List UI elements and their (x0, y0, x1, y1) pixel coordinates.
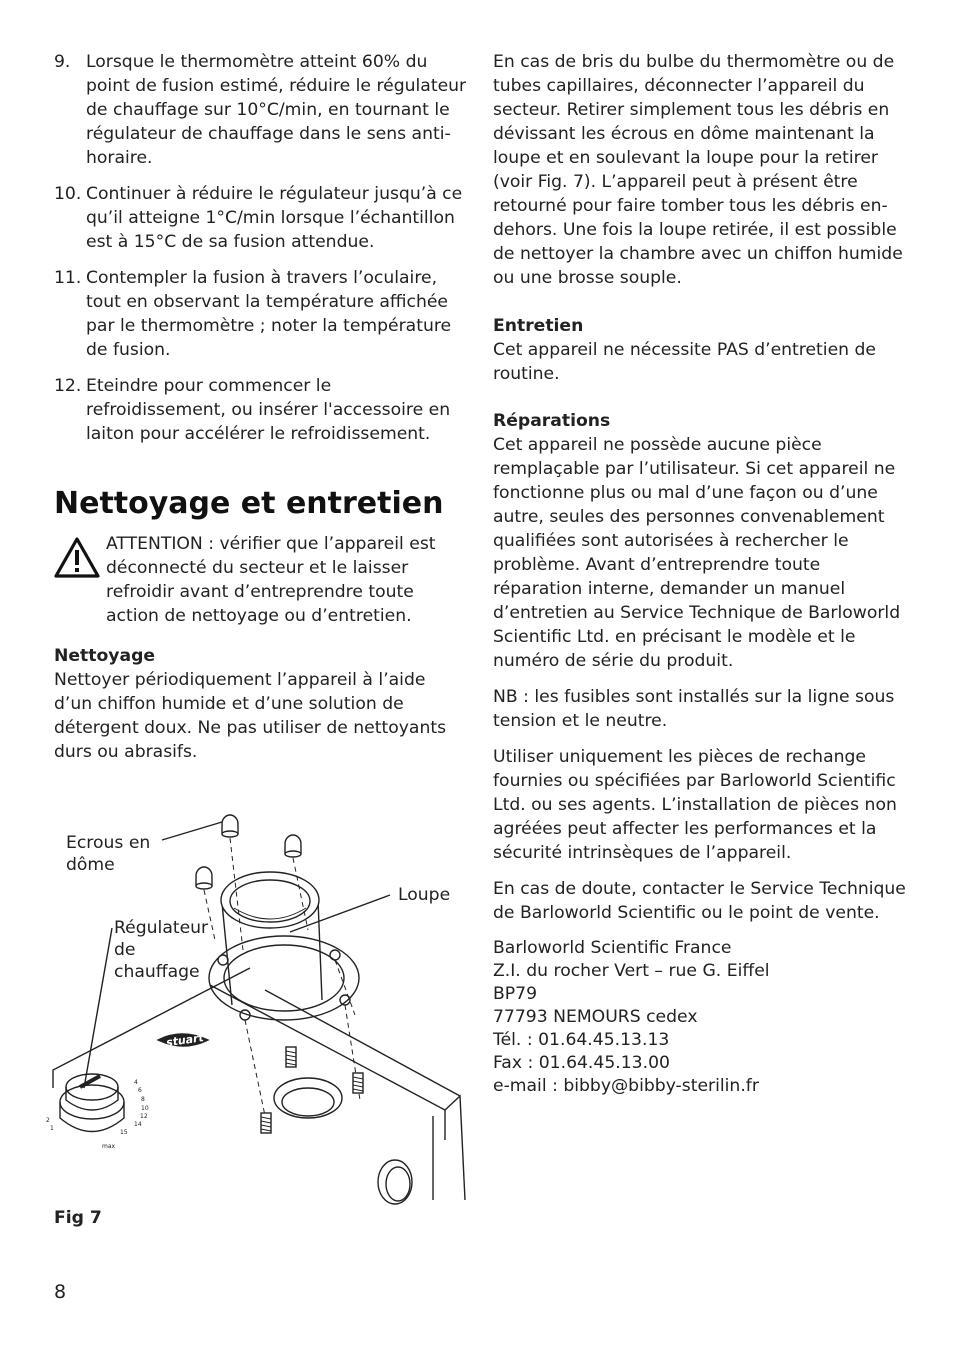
step-item (54, 182, 469, 254)
warning-icon (54, 536, 100, 578)
address-line: BP79 (493, 984, 538, 1004)
nettoyage-text: Nettoyer périodiquement l’appareil à l’aide d’un chiffon humide et d’une solution de détergent doux. Ne pas utiliser de nettoyants durs ou abrasifs. (54, 670, 447, 762)
address-fax: Fax : 01.64.45.13.00 (493, 1053, 670, 1073)
right-column (493, 50, 908, 1098)
dial-mark: 4 (134, 1079, 138, 1086)
step-number: 9. (54, 52, 71, 72)
address-email: e-mail : bibby@bibby-sterilin.fr (493, 1076, 759, 1096)
step-number: 12. (54, 376, 82, 396)
dial-mark: 8 (141, 1096, 145, 1103)
dial-mark: 15 (120, 1129, 128, 1136)
section-title: Nettoyage et entretien (54, 486, 444, 521)
instruction-steps (54, 50, 469, 446)
doute-text: En cas de doute, contacter le Service Technique de Barloworld Scientific ou le point de vente. (493, 879, 906, 923)
address-phone: Tél. : 01.64.45.13.13 (493, 1030, 670, 1050)
entretien-heading: Entretien (493, 316, 584, 336)
entretien-text: Cet appareil ne nécessite PAS d’entretien de routine. (493, 340, 876, 384)
step-item (54, 266, 469, 362)
address-line: Barloworld Scientific France (493, 938, 732, 958)
step-item (54, 50, 469, 170)
dial-mark: max (102, 1143, 116, 1150)
dial-mark: 12 (140, 1113, 148, 1120)
left-column (54, 50, 469, 776)
warning-text: ATTENTION : vérifier que l’appareil est déconnecté du secteur et le laisser refroidir avant d’entreprendre toute action de nettoyage ou d’entretien. (106, 534, 436, 626)
step-number: 11. (54, 268, 82, 288)
page-number: 8 (54, 1281, 67, 1303)
label-ecrous: Ecrous en dôme (66, 833, 151, 875)
nettoyage-heading: Nettoyage (54, 646, 156, 666)
step-number: 10. (54, 184, 82, 204)
dial-mark: 1 (50, 1125, 54, 1132)
figure-7 (46, 800, 470, 1200)
dial-mark: 2 (46, 1117, 50, 1124)
warning-block (54, 532, 469, 628)
dial-mark: 14 (134, 1121, 142, 1128)
figure-caption: Fig 7 (54, 1208, 102, 1228)
step-text: Continuer à réduire le régulateur jusqu’à ce qu’il atteigne 1°C/min lorsque l’échantillon est à 15°C de sa fusion attendue. (86, 184, 463, 252)
step-text: Lorsque le thermomètre atteint 60% du point de fusion estimé, réduire le régulateur de chauffage sur 10°C/min, en tournant le régulateur de chauffage dans le sens anti-horaire. (86, 52, 467, 168)
step-text: Contempler la fusion à travers l’oculaire, tout en observant la température affichée par le thermomètre ; noter la température de fusion. (86, 268, 452, 360)
step-item (54, 374, 469, 446)
nb-text: NB : les fusibles sont installés sur la ligne sous tension et le neutre. (493, 687, 895, 731)
address-line: 77793 NEMOURS cedex (493, 1007, 698, 1027)
address-block (493, 937, 908, 1098)
dial-mark: 6 (138, 1087, 142, 1094)
pieces-text: Utiliser uniquement les pièces de rechange fournies ou spécifiées par Barloworld Scientific Ltd. ou ses agents. L’installation de pièces non agréées peut affecter les performances et la sécurité intrinsèques de l’appareil. (493, 747, 897, 863)
label-regulateur: Régulateur de chauffage (114, 918, 209, 982)
bris-text: En cas de bris du bulbe du thermomètre ou de tubes capillaires, déconnecter l’appareil du secteur. Retirer simplement tous les débris en dévissant les écrous en dôme maintenant la loupe et en soulevant la loupe pour la retirer (voir Fig. 7). L’appareil peut à présent être retourné pour faire tomber tous les débris en-dehors. Une fois la loupe retirée, il est possible de nettoyer la chambre avec un chiffon humide ou une brosse souple. (493, 52, 903, 288)
dial-mark: 10 (141, 1105, 149, 1112)
reparations-heading: Réparations (493, 411, 611, 431)
address-line: Z.I. du rocher Vert – rue G. Eiffel (493, 961, 770, 981)
label-loupe: Loupe (398, 885, 451, 905)
brand-logo: stuart (165, 1031, 205, 1050)
reparations-text: Cet appareil ne possède aucune pièce remplaçable par l’utilisateur. Si cet appareil ne fonctionne plus ou mal d’une façon ou d’une autre, seules des personnes convenablement qualifiées sont autorisées à rechercher le problème. Avant d’entreprendre toute réparation interne, demander un manuel d’entretien au Service Technique de Barloworld Scientific Ltd. en précisant le modèle et le numéro de série du produit. (493, 435, 901, 671)
step-text: Eteindre pour commencer le refroidissement, ou insérer l'accessoire en laiton pour accélérer le refroidissement. (86, 376, 451, 444)
